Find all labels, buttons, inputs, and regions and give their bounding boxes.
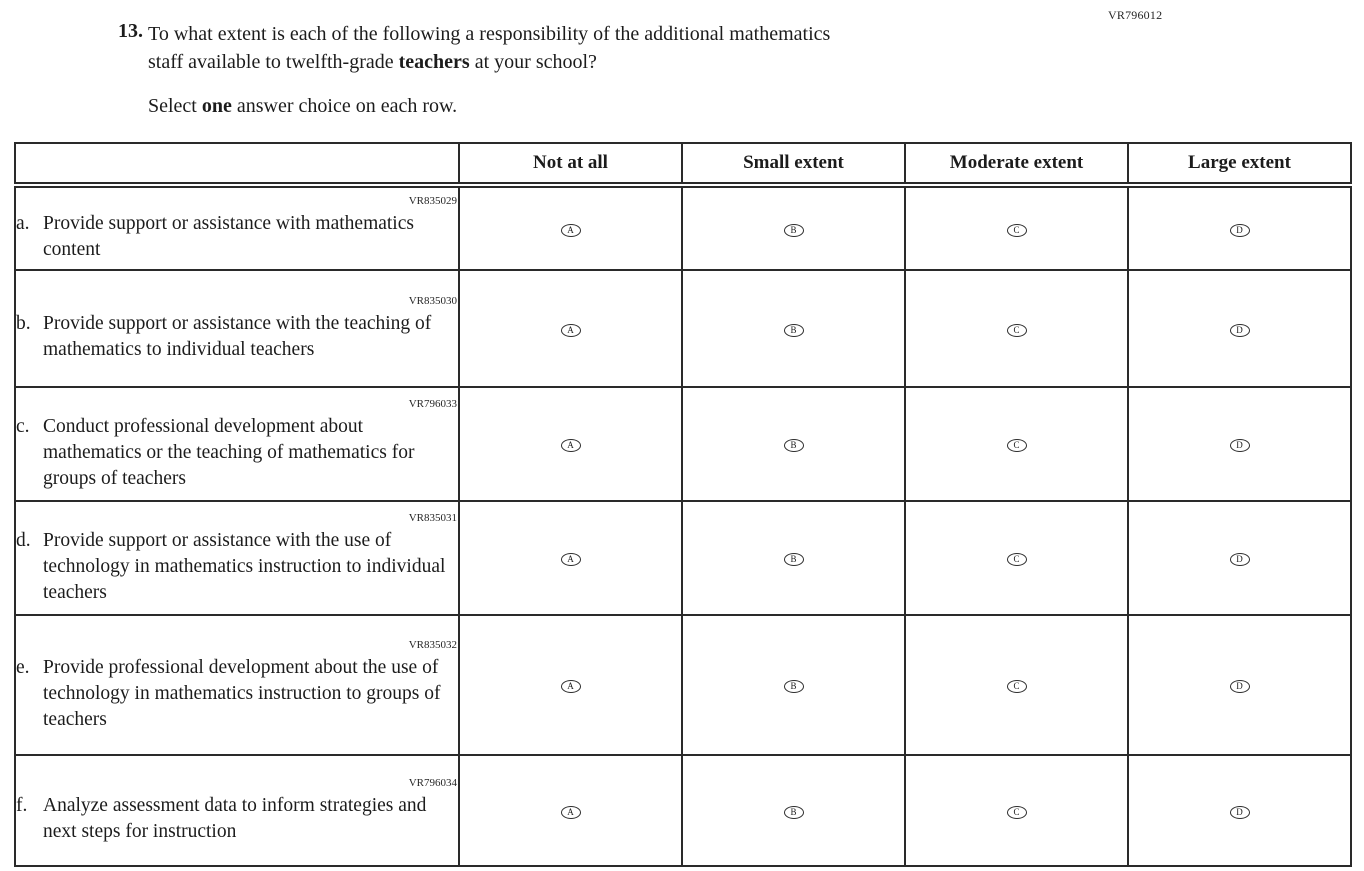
select-instruction [148, 92, 1118, 120]
question-text [148, 20, 830, 76]
question-number: 13. [118, 20, 143, 42]
answer-bubble-c-B[interactable]: B [784, 439, 804, 452]
option-cell-c-small-extent [682, 387, 905, 501]
answer-bubble-e-B[interactable]: B [784, 680, 804, 693]
answer-bubble-d-A[interactable]: A [561, 553, 581, 566]
select-bold: one [201, 95, 232, 117]
table-row-e [15, 615, 1351, 755]
answer-bubble-a-A[interactable]: A [561, 224, 581, 237]
answer-bubble-f-A[interactable]: A [561, 806, 581, 819]
option-cell-e-large-extent [1128, 615, 1351, 755]
option-cell-a-small-extent [682, 185, 905, 270]
column-header-moderate-extent: Moderate extent [905, 143, 1128, 185]
row-letter: b. [16, 313, 31, 334]
answer-bubble-a-B[interactable]: B [784, 224, 804, 237]
answer-bubble-c-A[interactable]: A [561, 439, 581, 452]
option-cell-b-small-extent [682, 270, 905, 387]
question-block [118, 20, 1118, 120]
column-header-not-at-all: Not at all [459, 143, 682, 185]
row-code: VR796034 [408, 777, 457, 789]
option-cell-b-moderate-extent [905, 270, 1128, 387]
table-row-d [15, 501, 1351, 615]
row-code: VR835031 [408, 511, 457, 524]
select-pre: Select [148, 95, 202, 117]
row-text: Provide support or assistance with mathematics content [43, 213, 414, 260]
answer-bubble-c-C[interactable]: C [1007, 439, 1027, 452]
row-text: Provide support or assistance with the teaching of mathematics to individual teachers [43, 313, 432, 360]
option-cell-f-not-at-all [459, 755, 682, 866]
question-line2-bold: teachers [398, 51, 470, 73]
table-row-c [15, 387, 1351, 501]
answer-bubble-a-D[interactable]: D [1230, 224, 1250, 237]
option-cell-c-large-extent [1128, 387, 1351, 501]
answer-bubble-e-A[interactable]: A [561, 680, 581, 693]
column-header-small-extent: Small extent [682, 143, 905, 185]
answer-bubble-b-C[interactable]: C [1007, 324, 1027, 337]
row-text: Conduct professional development about mathematics or the teaching of mathematics for groups of teachers [43, 415, 415, 489]
row-code: VR835029 [408, 195, 457, 207]
option-cell-e-moderate-extent [905, 615, 1128, 755]
row-text: Provide support or assistance with the use of technology in mathematics instruction to individual teachers [43, 529, 446, 603]
answer-bubble-a-C[interactable]: C [1007, 224, 1027, 237]
table-row-b [15, 270, 1351, 387]
answer-bubble-b-A[interactable]: A [561, 324, 581, 337]
responsibility-matrix-table [14, 142, 1352, 867]
column-header-large-extent: Large extent [1128, 143, 1351, 185]
option-cell-d-large-extent [1128, 501, 1351, 615]
option-cell-d-not-at-all [459, 501, 682, 615]
question-line2-pre: staff available to twelfth-grade [148, 51, 399, 73]
question-line1: To what extent is each of the following a responsibility of the additional mathematics [148, 23, 831, 45]
row-label-cell [15, 615, 459, 755]
option-cell-e-not-at-all [459, 615, 682, 755]
row-label-cell [15, 387, 459, 501]
answer-bubble-f-B[interactable]: B [784, 806, 804, 819]
table-row-a [15, 185, 1351, 270]
option-cell-a-moderate-extent [905, 185, 1128, 270]
page-accession-code: VR796012 [1108, 8, 1163, 22]
answer-bubble-d-D[interactable]: D [1230, 553, 1250, 566]
row-code: VR796033 [408, 397, 457, 410]
row-letter: a. [16, 213, 30, 234]
option-cell-d-small-extent [682, 501, 905, 615]
question-line2-post: at your school? [469, 51, 597, 73]
answer-bubble-d-B[interactable]: B [784, 553, 804, 566]
row-label-header [15, 143, 459, 185]
answer-bubble-e-C[interactable]: C [1007, 680, 1027, 693]
option-cell-a-large-extent [1128, 185, 1351, 270]
row-code: VR835030 [408, 295, 457, 307]
option-cell-f-small-extent [682, 755, 905, 866]
row-letter: f. [16, 795, 28, 816]
option-cell-c-not-at-all [459, 387, 682, 501]
answer-bubble-c-D[interactable]: D [1230, 439, 1250, 452]
option-cell-f-large-extent [1128, 755, 1351, 866]
option-cell-c-moderate-extent [905, 387, 1128, 501]
row-label-cell [15, 501, 459, 615]
option-cell-b-large-extent [1128, 270, 1351, 387]
row-letter: c. [16, 415, 30, 437]
row-text: Provide professional development about the use of technology in mathematics instruction to groups of teachers [43, 656, 441, 730]
answer-bubble-e-D[interactable]: D [1230, 680, 1250, 693]
option-cell-e-small-extent [682, 615, 905, 755]
row-code: VR835032 [408, 638, 457, 651]
answer-bubble-b-B[interactable]: B [784, 324, 804, 337]
option-cell-a-not-at-all [459, 185, 682, 270]
answer-bubble-f-C[interactable]: C [1007, 806, 1027, 819]
row-letter: d. [16, 529, 31, 551]
option-cell-d-moderate-extent [905, 501, 1128, 615]
row-letter: e. [16, 656, 30, 678]
row-label-cell [15, 755, 459, 866]
answer-bubble-f-D[interactable]: D [1230, 806, 1250, 819]
select-post: answer choice on each row. [231, 95, 458, 117]
answer-bubble-d-C[interactable]: C [1007, 553, 1027, 566]
row-label-cell [15, 185, 459, 270]
answer-bubble-b-D[interactable]: D [1230, 324, 1250, 337]
option-cell-f-moderate-extent [905, 755, 1128, 866]
header-row [15, 143, 1351, 185]
row-label-cell [15, 270, 459, 387]
row-text: Analyze assessment data to inform strategies and next steps for instruction [43, 795, 427, 842]
option-cell-b-not-at-all [459, 270, 682, 387]
table-row-f [15, 755, 1351, 866]
